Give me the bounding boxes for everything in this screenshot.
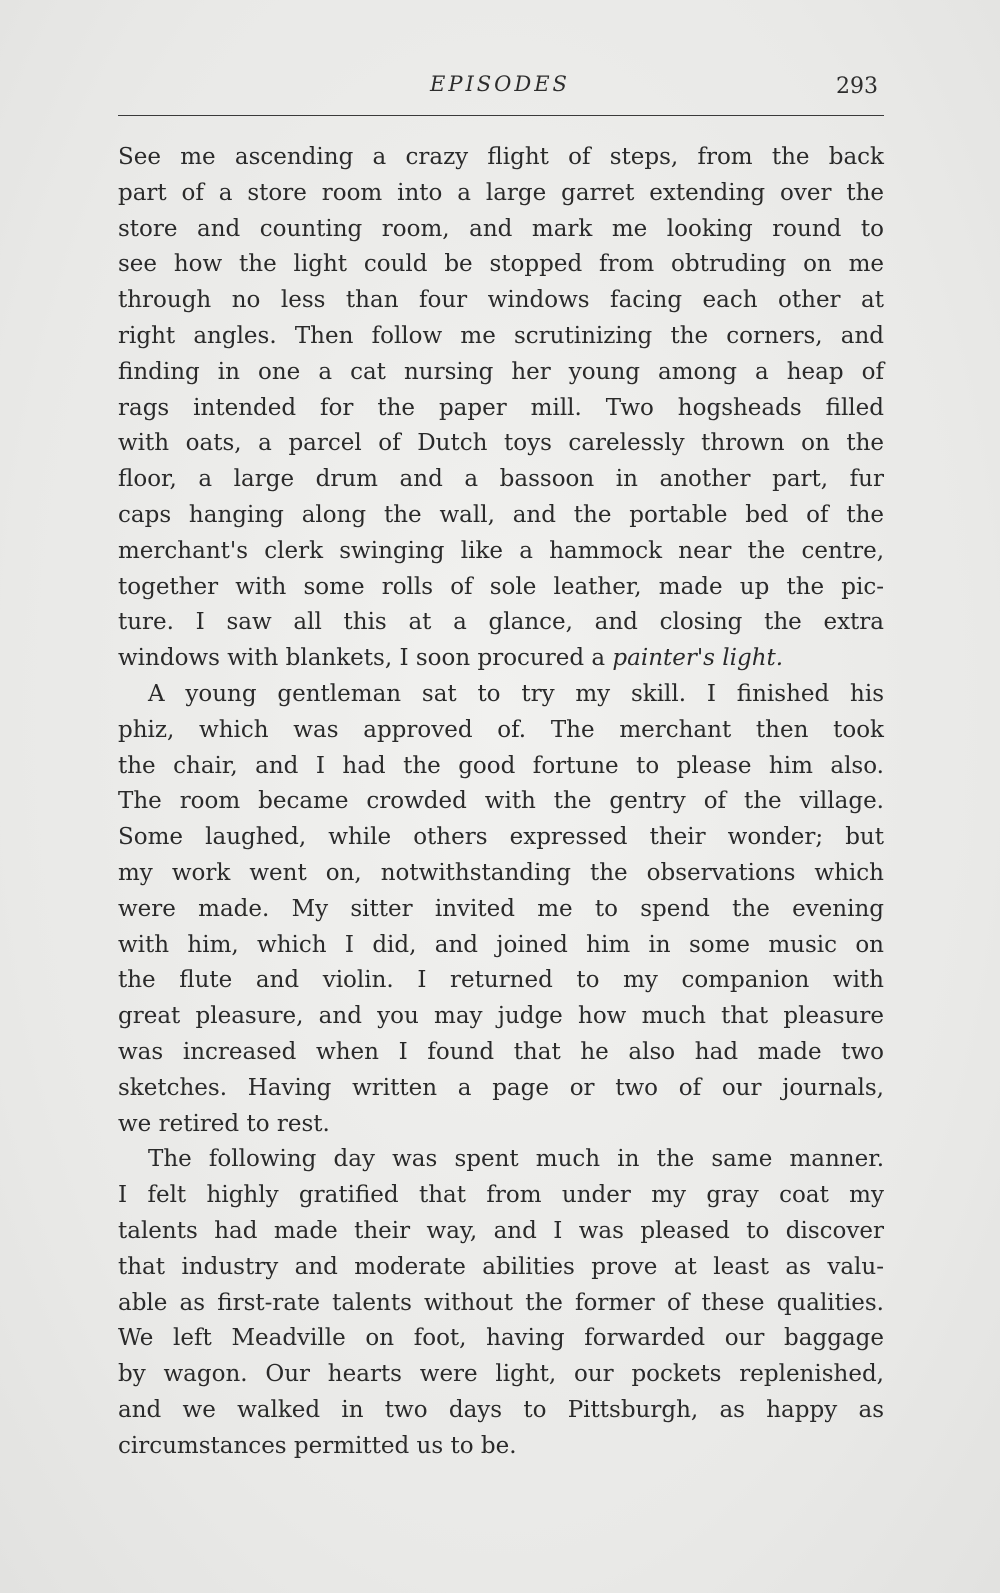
text-line: sketches. Having written a page or two of our journals,: [118, 1074, 884, 1101]
text-line: finding in one a cat nursing her young among a heap of: [118, 358, 884, 385]
header-rule: [118, 115, 884, 116]
body-text: [118, 140, 884, 1464]
text-line: great pleasure, and you may judge how much that pleasure: [118, 1003, 884, 1030]
text-line: was increased when I found that he also had made two: [118, 1038, 884, 1065]
text-line: We left Meadville on foot, having forwarded our baggage: [118, 1325, 884, 1352]
text-line: we retired to rest.: [118, 1110, 330, 1137]
page-header: [120, 72, 880, 102]
text-line: talents had made their way, and I was pleased to discover: [118, 1217, 884, 1244]
text-line: store and counting room, and mark me looking round to: [118, 215, 884, 242]
italic-phrase: painter's light.: [612, 645, 784, 672]
text-line: [118, 641, 884, 677]
text-line: my work went on, notwithstanding the observations which: [118, 859, 884, 886]
text-line: phiz, which was approved of. The merchant then took: [118, 716, 884, 743]
text-line: the chair, and I had the good fortune to please him also.: [118, 752, 884, 779]
text-line: I felt highly gratified that from under my gray coat my: [118, 1182, 884, 1209]
text-line: part of a store room into a large garret extending over the: [118, 179, 884, 206]
text-line: together with some rolls of sole leather, made up the pic-: [118, 573, 884, 600]
page-number: 293: [836, 74, 878, 99]
text-line: and we walked in two days to Pittsburgh, as happy as: [118, 1396, 884, 1423]
text-line: were made. My sitter invited me to spend the evening: [118, 895, 884, 922]
paragraph: [118, 140, 884, 677]
text-line: caps hanging along the wall, and the portable bed of the: [118, 501, 884, 528]
text-line: able as first-rate talents without the former of these qualities.: [118, 1289, 884, 1316]
text-line: Some laughed, while others expressed their wonder; but: [118, 824, 884, 851]
text-line: the flute and violin. I returned to my companion with: [118, 967, 884, 994]
text-line: with oats, a parcel of Dutch toys carelessly thrown on the: [118, 430, 884, 457]
text-segment: windows with blankets, I soon procured a: [118, 645, 613, 672]
text-line: The room became crowded with the gentry of the village.: [118, 788, 884, 815]
text-line: through no less than four windows facing each other at: [118, 287, 884, 314]
text-line: See me ascending a crazy flight of steps, from the back: [118, 144, 884, 170]
running-title: EPISODES: [430, 72, 570, 96]
text-line: A young gentleman sat to try my skill. I finished his: [148, 680, 884, 707]
text-line: rags intended for the paper mill. Two hogsheads filled: [118, 394, 884, 421]
paragraph: [118, 677, 884, 1142]
text-line: with him, which I did, and joined him in some music on: [118, 931, 884, 958]
text-line: by wagon. Our hearts were light, our pockets replenished,: [118, 1361, 884, 1388]
text-line: The following day was spent much in the same manner.: [148, 1146, 884, 1173]
text-line: floor, a large drum and a bassoon in another part, fur: [118, 466, 884, 493]
paragraph: [118, 1142, 884, 1464]
text-line: circumstances permitted us to be.: [118, 1432, 517, 1459]
text-line: right angles. Then follow me scrutinizing the corners, and: [118, 322, 884, 349]
text-line: ture. I saw all this at a glance, and closing the extra: [118, 609, 884, 636]
text-line: that industry and moderate abilities prove at least as valu-: [118, 1253, 884, 1280]
text-line: see how the light could be stopped from obtruding on me: [118, 251, 884, 278]
text-line: merchant's clerk swinging like a hammock near the centre,: [118, 537, 884, 564]
